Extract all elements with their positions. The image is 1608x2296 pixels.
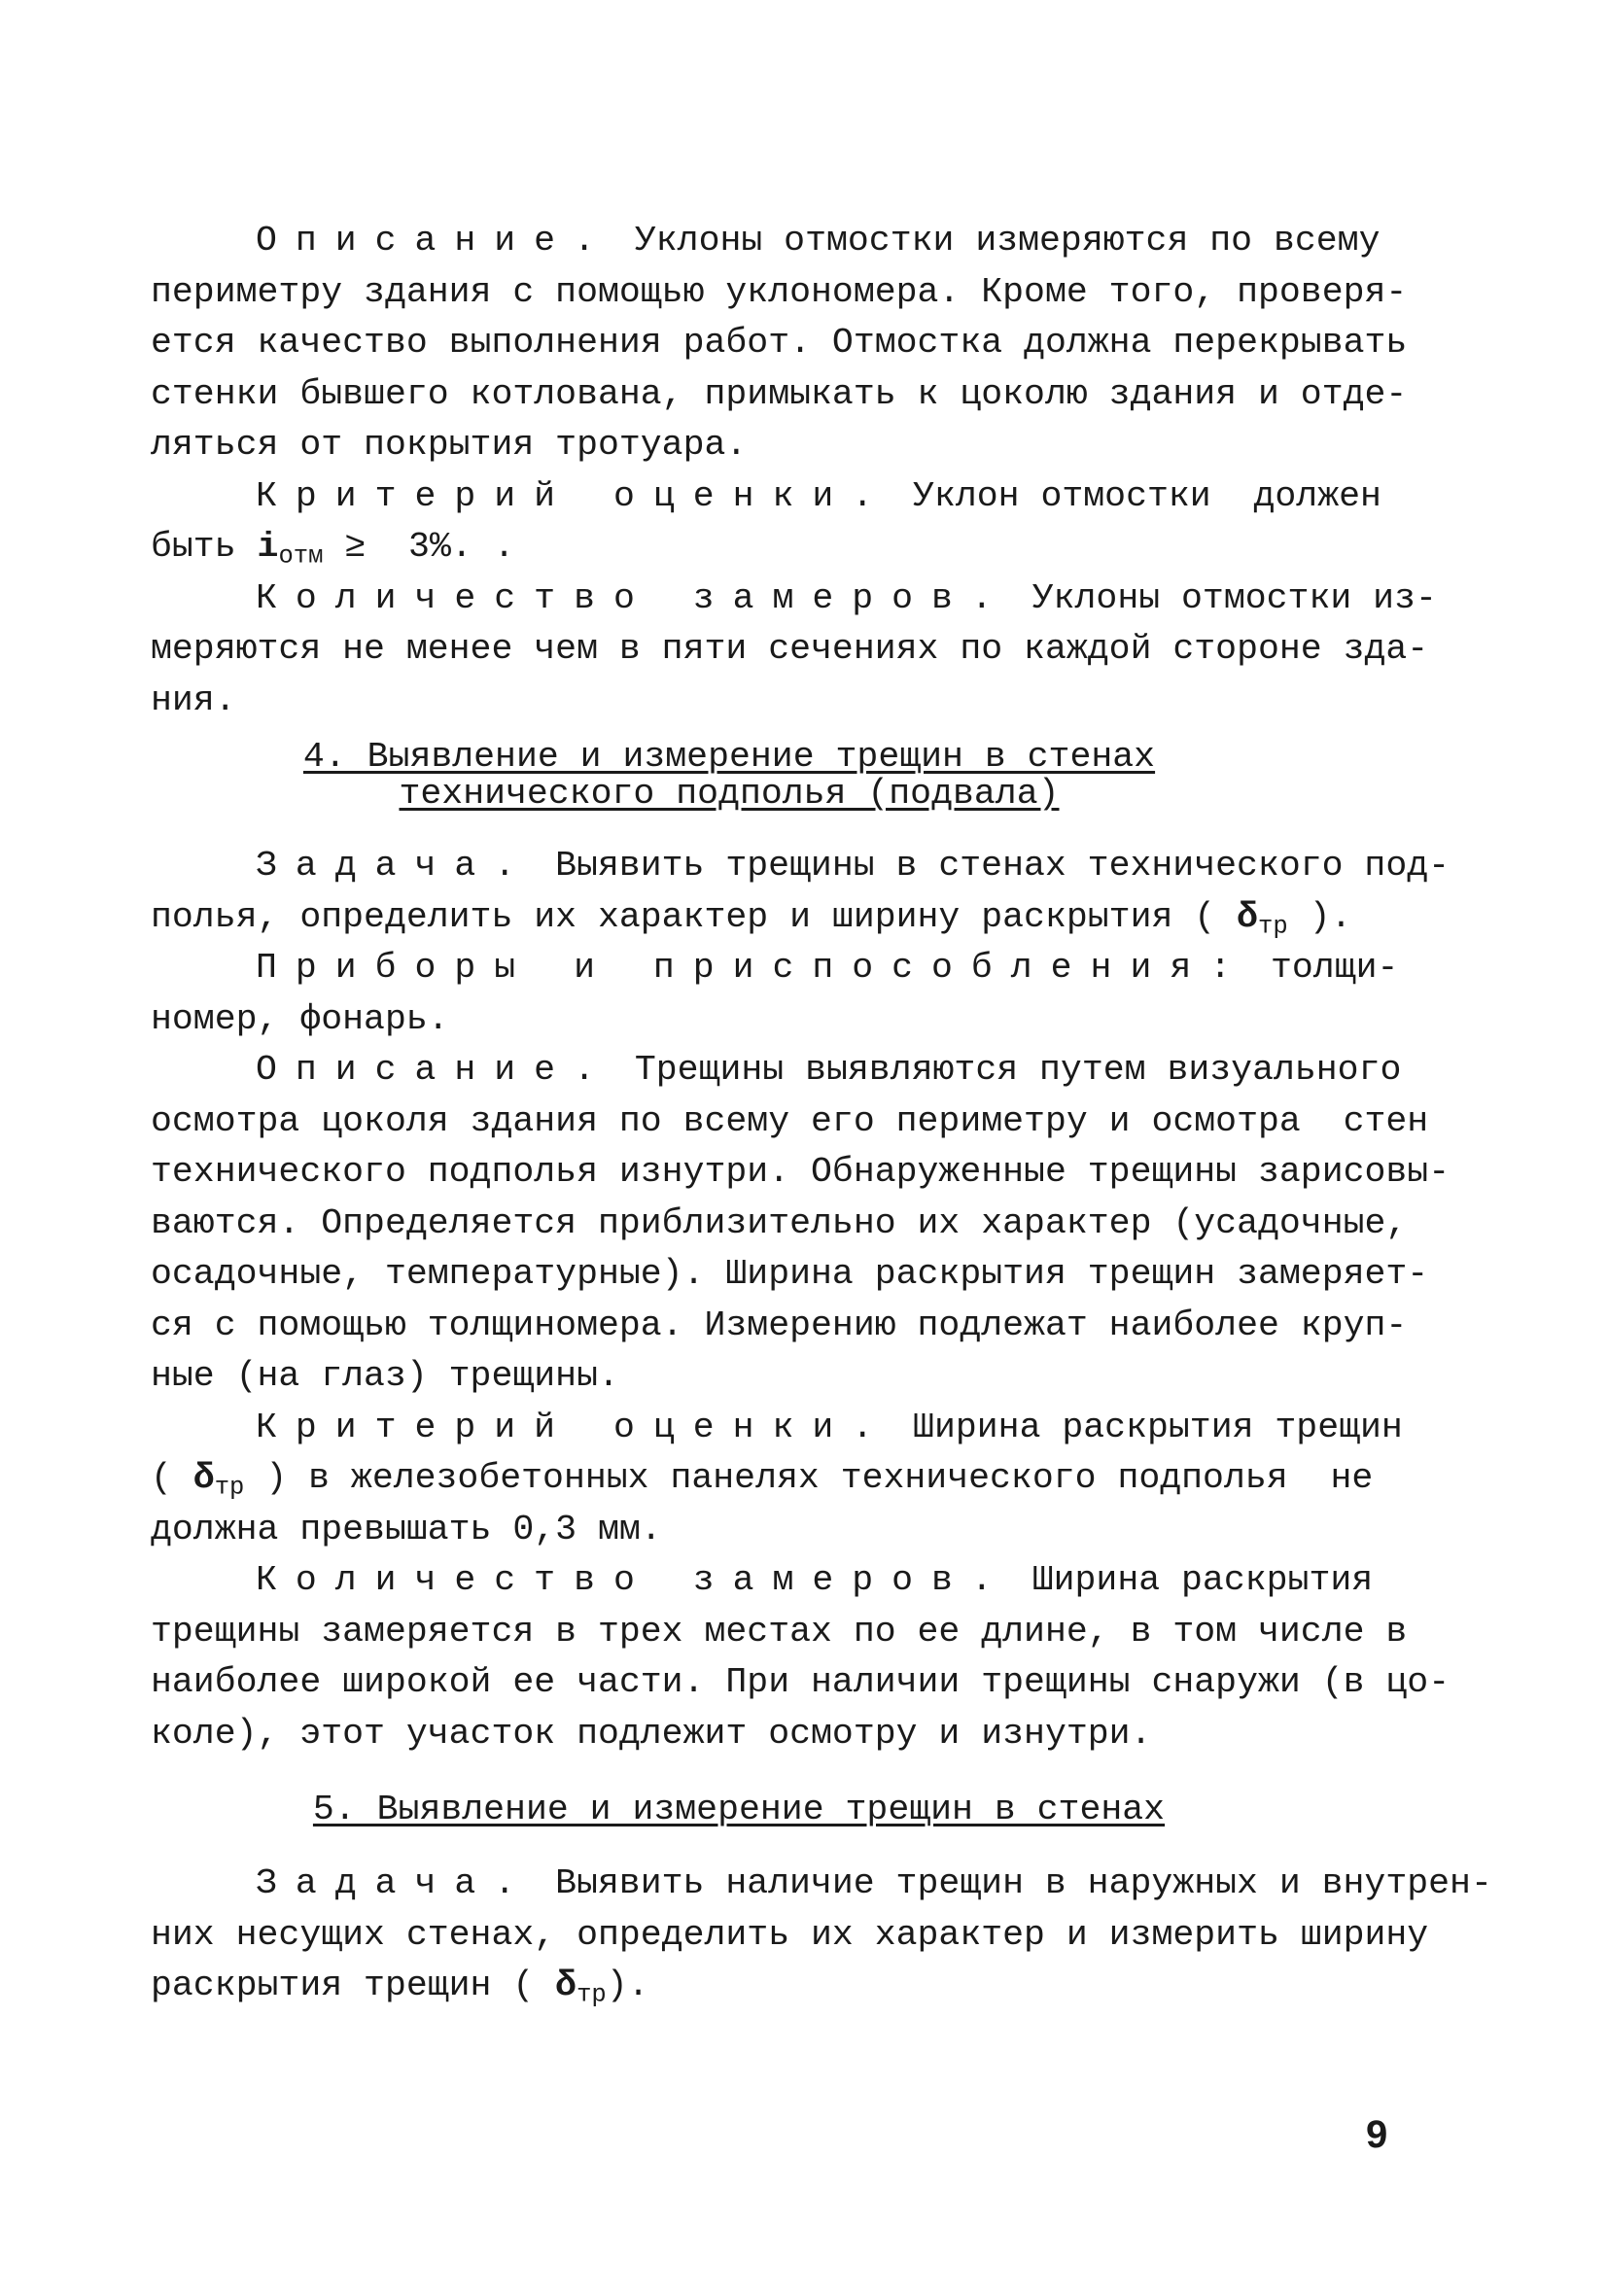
paragraph-line: полья, определить их характер и ширину раскрытия ( $\delta_{тр}$ ). <box>151 896 1352 940</box>
page-number: 9 <box>1366 2113 1388 2156</box>
zadacha-label: Задача. <box>256 846 535 886</box>
formula-line: быть $i_{отм} \ge 3\%$. . <box>151 527 515 571</box>
paragraph-line: ляться от покрытия тротуара. <box>151 425 748 465</box>
pribory-label: Приборы и приспособления: <box>256 948 1250 988</box>
paragraph-line: должна превышать 0,3 мм. <box>151 1509 662 1549</box>
delta-symbol: δ <box>555 1966 577 2005</box>
paragraph-line: Количество замеров. Уклоны отмостки из- <box>256 577 1437 618</box>
paragraph-line: раскрытия трещин ( $\delta_{тр}$). <box>151 1966 649 2009</box>
delta-subscript: тр <box>1258 911 1288 940</box>
kolichestvo-label: Количество замеров. <box>256 577 1011 618</box>
paragraph-line: ется качество выполнения работ. Отмостка должна перекрывать <box>151 323 1408 363</box>
delta-symbol: δ <box>1237 896 1258 937</box>
section4-heading-line2: технического подполья (подвала) <box>399 774 1060 814</box>
paragraph-line: номер, фонарь. <box>151 998 449 1039</box>
section5-heading <box>292 1792 1186 1828</box>
section5-block <box>151 1859 1492 2012</box>
opisanie-label: Описание. <box>256 1050 613 1090</box>
kriteriy-label: Критерий оценки. <box>256 1407 892 1447</box>
paragraph-line: Описание. Трещины выявляются путем визуального <box>256 1050 1402 1090</box>
paragraph-line: Критерий оценки. Ширина раскрытия трещин <box>256 1407 1403 1447</box>
zadacha-label: Задача. <box>256 1863 535 1903</box>
paragraph-line: осмотра цоколя здания по всему его периметру и осмотра стен <box>151 1100 1429 1141</box>
paragraph-line: осадочные, температурные). Ширина раскрытия трещин замеряет- <box>151 1254 1429 1294</box>
slope-subscript: отм <box>278 541 324 571</box>
delta-subscript: тр <box>577 1980 607 2009</box>
paragraph-line: наиболее широкой ее части. При наличии трещины снаружи (в цо- <box>151 1662 1451 1702</box>
paragraph-line: периметру здания с помощью уклономера. Кроме того, проверя- <box>151 271 1408 312</box>
slope-symbol: i <box>257 527 279 567</box>
kolichestvo-label: Количество замеров. <box>256 1560 1011 1600</box>
paragraph-line: ния. <box>151 679 236 720</box>
paragraph-line: трещины замеряется в трех местах по ее длине, в том числе в <box>151 1611 1408 1652</box>
section4-block <box>151 841 1451 1759</box>
paragraph-line: Приборы и приспособления: толщи- <box>256 948 1399 988</box>
section3-block <box>151 216 1444 726</box>
paragraph-line: Задача. Выявить трещины в стенах технического под- <box>256 846 1451 886</box>
paragraph-line: технического подполья изнутри. Обнаруженные трещины зарисовы- <box>151 1152 1451 1192</box>
delta-subscript: тр <box>214 1473 245 1502</box>
paragraph-line: них несущих стенах, определить их характер и измерить ширину <box>151 1914 1429 1955</box>
formula-rest: ≥ 3%. . <box>344 527 515 567</box>
section5-heading-text: 5. Выявление и измерение трещин в стенах <box>312 1790 1166 1829</box>
opisanie-label: Описание. <box>256 221 613 261</box>
paragraph-line: Описание. Уклоны отмостки измеряются по всему <box>256 221 1381 261</box>
paragraph-line: Количество замеров. Ширина раскрытия <box>256 1560 1374 1600</box>
section4-heading-line1: 4. Выявление и измерение трещин в стенах <box>302 737 1156 777</box>
paragraph-line: стенки бывшего котлована, примыкать к цоколю здания и отде- <box>151 373 1408 414</box>
paragraph-line: ные (на глаз) трещины. <box>151 1356 619 1396</box>
delta-symbol: δ <box>192 1458 215 1498</box>
paragraph-line: Задача. Выявить наличие трещин в наружных и внутрен- <box>256 1863 1492 1903</box>
paragraph-line: ( $\delta_{тр}$ ) в железобетонных панелях технического подполья не <box>151 1458 1374 1502</box>
paragraph-line: коле), этот участок подлежит осмотру и изнутри. <box>151 1713 1152 1754</box>
paragraph-line: меряются не менее чем в пяти сечениях по каждой стороне зда- <box>151 629 1429 669</box>
kriteriy-label: Критерий оценки. <box>256 475 892 516</box>
paragraph-line: ваются. Определяется приблизительно их характер (усадочные, <box>151 1202 1408 1243</box>
section4-heading <box>292 739 1167 813</box>
paragraph-line: Критерий оценки. Уклон отмостки должен <box>256 475 1381 516</box>
paragraph-line: ся с помощью толщиномера. Измерению подлежат наиболее круп- <box>151 1305 1408 1345</box>
